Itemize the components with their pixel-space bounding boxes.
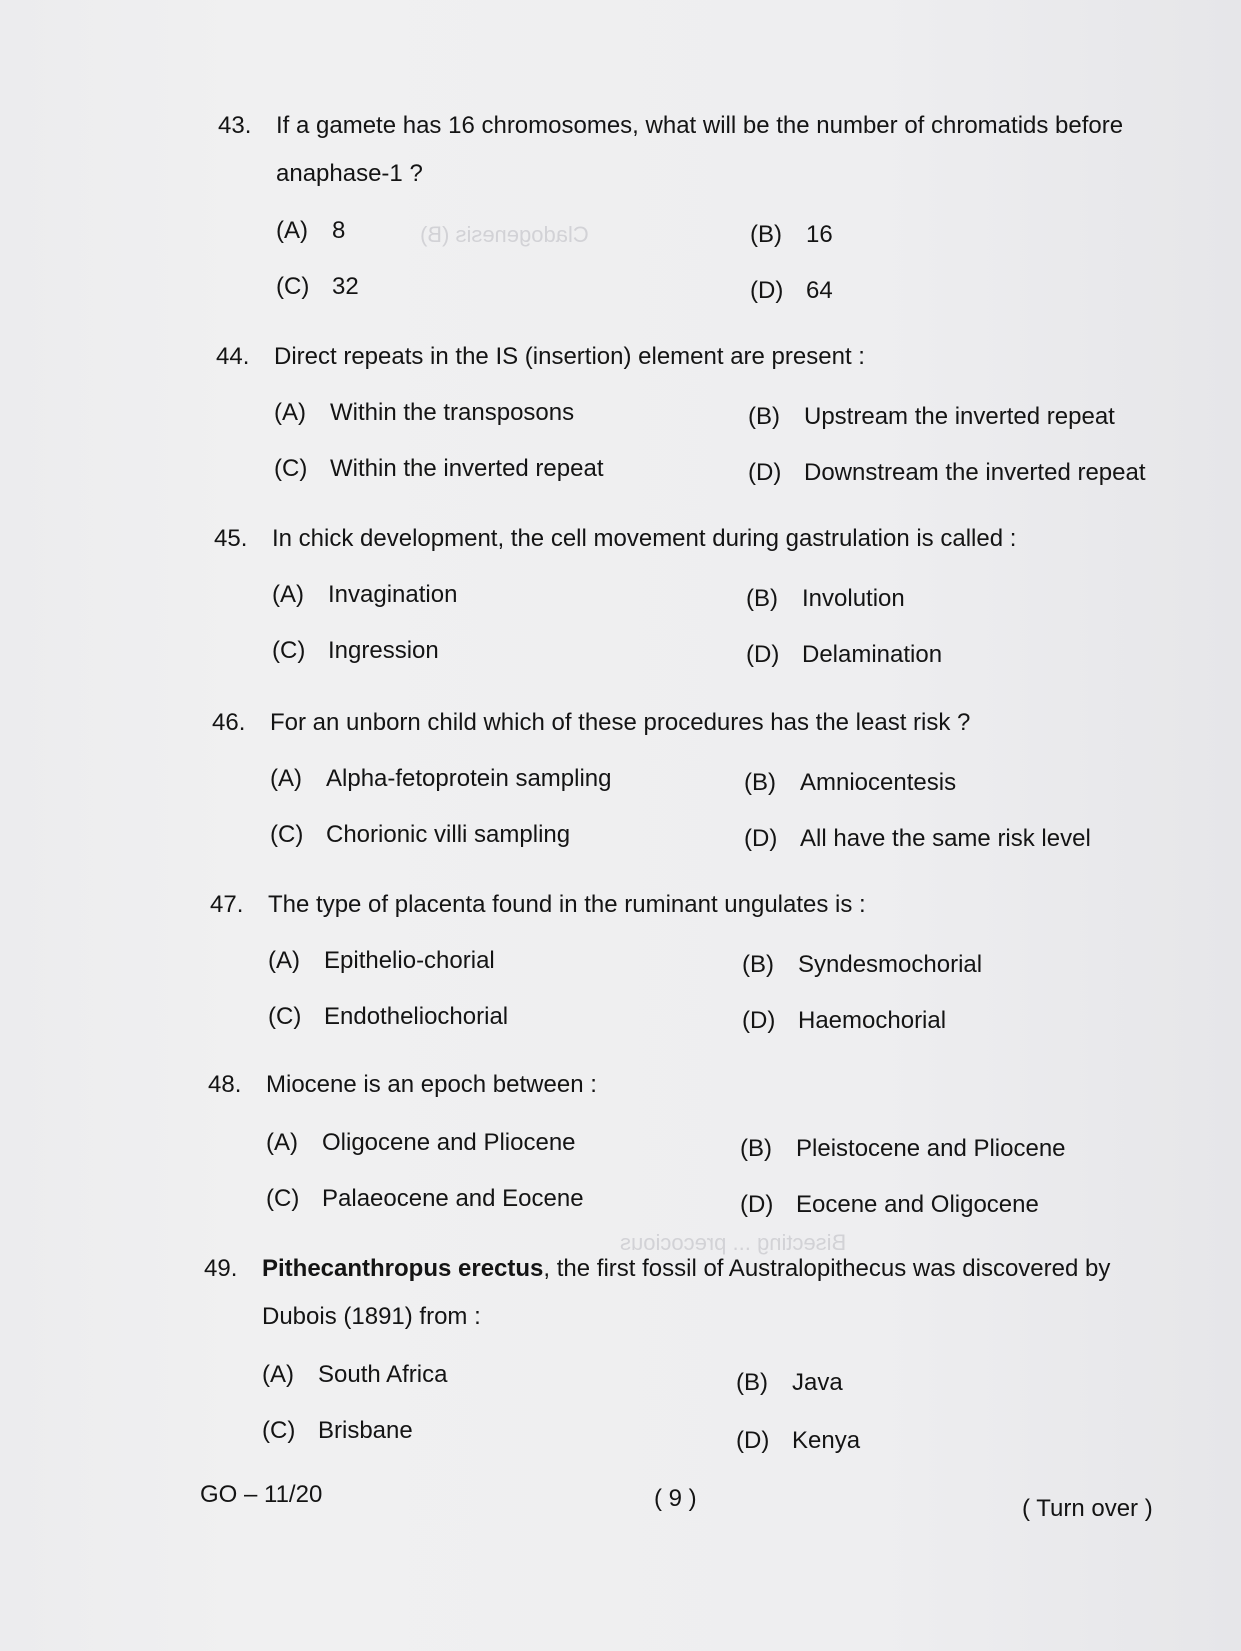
option-text: Within the inverted repeat (330, 455, 604, 482)
option-text: 64 (806, 277, 833, 304)
option-letter: (A) (268, 947, 300, 974)
option-text: Downstream the inverted repeat (804, 459, 1146, 486)
option-d (748, 458, 1146, 488)
question-43-line2 (276, 159, 423, 189)
option-c (270, 820, 570, 850)
option-text: South Africa (318, 1361, 448, 1388)
option-c (268, 1002, 508, 1032)
question-text-rest: , the first fossil of Australopithecus was discovered by (543, 1255, 1111, 1282)
question-number: 46. (212, 709, 246, 736)
option-letter: (D) (746, 641, 780, 668)
option-a (266, 1128, 576, 1158)
option-a (270, 764, 612, 794)
option-letter: (C) (276, 273, 310, 300)
option-b (748, 402, 1115, 432)
option-letter: (C) (268, 1003, 302, 1030)
option-text: 32 (332, 273, 359, 300)
option-text: Epithelio-chorial (324, 947, 495, 974)
option-text: Haemochorial (798, 1007, 947, 1034)
option-text: Syndesmochorial (798, 951, 983, 978)
option-text: Amniocentesis (800, 769, 957, 796)
option-text: Delamination (802, 641, 943, 668)
option-a (276, 216, 345, 246)
option-letter: (A) (272, 581, 304, 608)
option-b (746, 584, 905, 614)
option-c (266, 1184, 584, 1214)
option-letter: (A) (274, 399, 306, 426)
question-number: 45. (214, 525, 248, 552)
show-through-text: Cladogenesis (B) (420, 222, 589, 247)
option-text: Upstream the inverted repeat (804, 403, 1115, 430)
option-b (742, 950, 982, 980)
option-letter: (B) (740, 1135, 772, 1162)
option-letter: (B) (748, 403, 780, 430)
question-text: If a gamete has 16 chromosomes, what will be the number of chromatids before (276, 112, 1124, 139)
paper-code: GO – 11/20 (200, 1481, 323, 1508)
option-text: Involution (802, 585, 905, 612)
option-text: 16 (806, 221, 833, 248)
question-number: 48. (208, 1071, 242, 1098)
question-text-continued: Dubois (1891) from : (262, 1303, 481, 1330)
question-text-continued: anaphase-1 ? (276, 160, 423, 187)
option-letter: (D) (736, 1427, 770, 1454)
turn-over-note: ( Turn over ) (1022, 1495, 1153, 1522)
option-text: Oligocene and Pliocene (322, 1129, 576, 1156)
option-letter: (D) (742, 1007, 776, 1034)
option-d (750, 276, 833, 306)
option-letter: (A) (270, 765, 302, 792)
question-text (262, 1254, 1110, 1284)
option-letter: (C) (274, 455, 308, 482)
option-c (272, 636, 439, 666)
option-letter: (B) (736, 1369, 768, 1396)
option-text: Palaeocene and Eocene (322, 1185, 584, 1212)
option-text: Java (792, 1369, 843, 1396)
question-text: Miocene is an epoch between : (266, 1071, 597, 1098)
option-letter: (B) (750, 221, 782, 248)
option-text: Endotheliochorial (324, 1003, 509, 1030)
show-through-text: Bisecting ... precocious (620, 1230, 847, 1255)
option-letter: (A) (266, 1129, 298, 1156)
option-c (262, 1416, 413, 1446)
option-d (742, 1006, 946, 1036)
option-letter: (B) (746, 585, 778, 612)
option-letter: (D) (740, 1191, 774, 1218)
option-letter: (C) (272, 637, 306, 664)
question-number: 43. (218, 112, 252, 139)
option-letter: (A) (262, 1361, 294, 1388)
option-b (740, 1134, 1066, 1164)
option-a (272, 580, 457, 610)
species-name: Pithecanthropus erectus (262, 1255, 544, 1282)
option-d (746, 640, 942, 670)
option-b (744, 768, 956, 798)
option-letter: (C) (266, 1185, 300, 1212)
option-b (736, 1368, 843, 1398)
option-text: Eocene and Oligocene (796, 1191, 1039, 1218)
question-text: The type of placenta found in the ruminant ungulates is : (268, 891, 866, 918)
option-c (276, 272, 359, 302)
question-text: Direct repeats in the IS (insertion) element are present : (274, 343, 865, 370)
option-letter: (D) (750, 277, 784, 304)
question-number: 47. (210, 891, 244, 918)
question-text: In chick development, the cell movement during gastrulation is called : (272, 525, 1017, 552)
option-letter: (D) (748, 459, 782, 486)
option-letter: (B) (742, 951, 774, 978)
option-text: Alpha-fetoprotein sampling (326, 765, 612, 792)
question-number: 49. (204, 1255, 238, 1282)
question-number: 44. (216, 343, 250, 370)
option-text: Brisbane (318, 1417, 413, 1444)
option-letter: (C) (262, 1417, 296, 1444)
page-number: ( 9 ) (654, 1485, 697, 1512)
option-text: Within the transposons (330, 399, 575, 426)
option-a (262, 1360, 447, 1390)
option-text: Ingression (328, 637, 439, 664)
option-b (750, 220, 833, 250)
question-text: For an unborn child which of these procedures has the least risk ? (270, 709, 971, 736)
option-text: Kenya (792, 1427, 861, 1454)
option-letter: (B) (744, 769, 776, 796)
option-text: Pleistocene and Pliocene (796, 1135, 1066, 1162)
option-letter: (A) (276, 217, 308, 244)
option-d (740, 1190, 1039, 1220)
option-text: All have the same risk level (800, 825, 1091, 852)
option-text: 8 (332, 217, 346, 244)
option-a (274, 398, 574, 428)
option-d (744, 824, 1091, 854)
option-letter: (D) (744, 825, 778, 852)
option-letter: (C) (270, 821, 304, 848)
option-a (268, 946, 495, 976)
question-49-line2 (262, 1302, 481, 1332)
option-text: Invagination (328, 581, 458, 608)
option-text: Chorionic villi sampling (326, 821, 571, 848)
option-c (274, 454, 603, 484)
option-d (736, 1426, 860, 1456)
